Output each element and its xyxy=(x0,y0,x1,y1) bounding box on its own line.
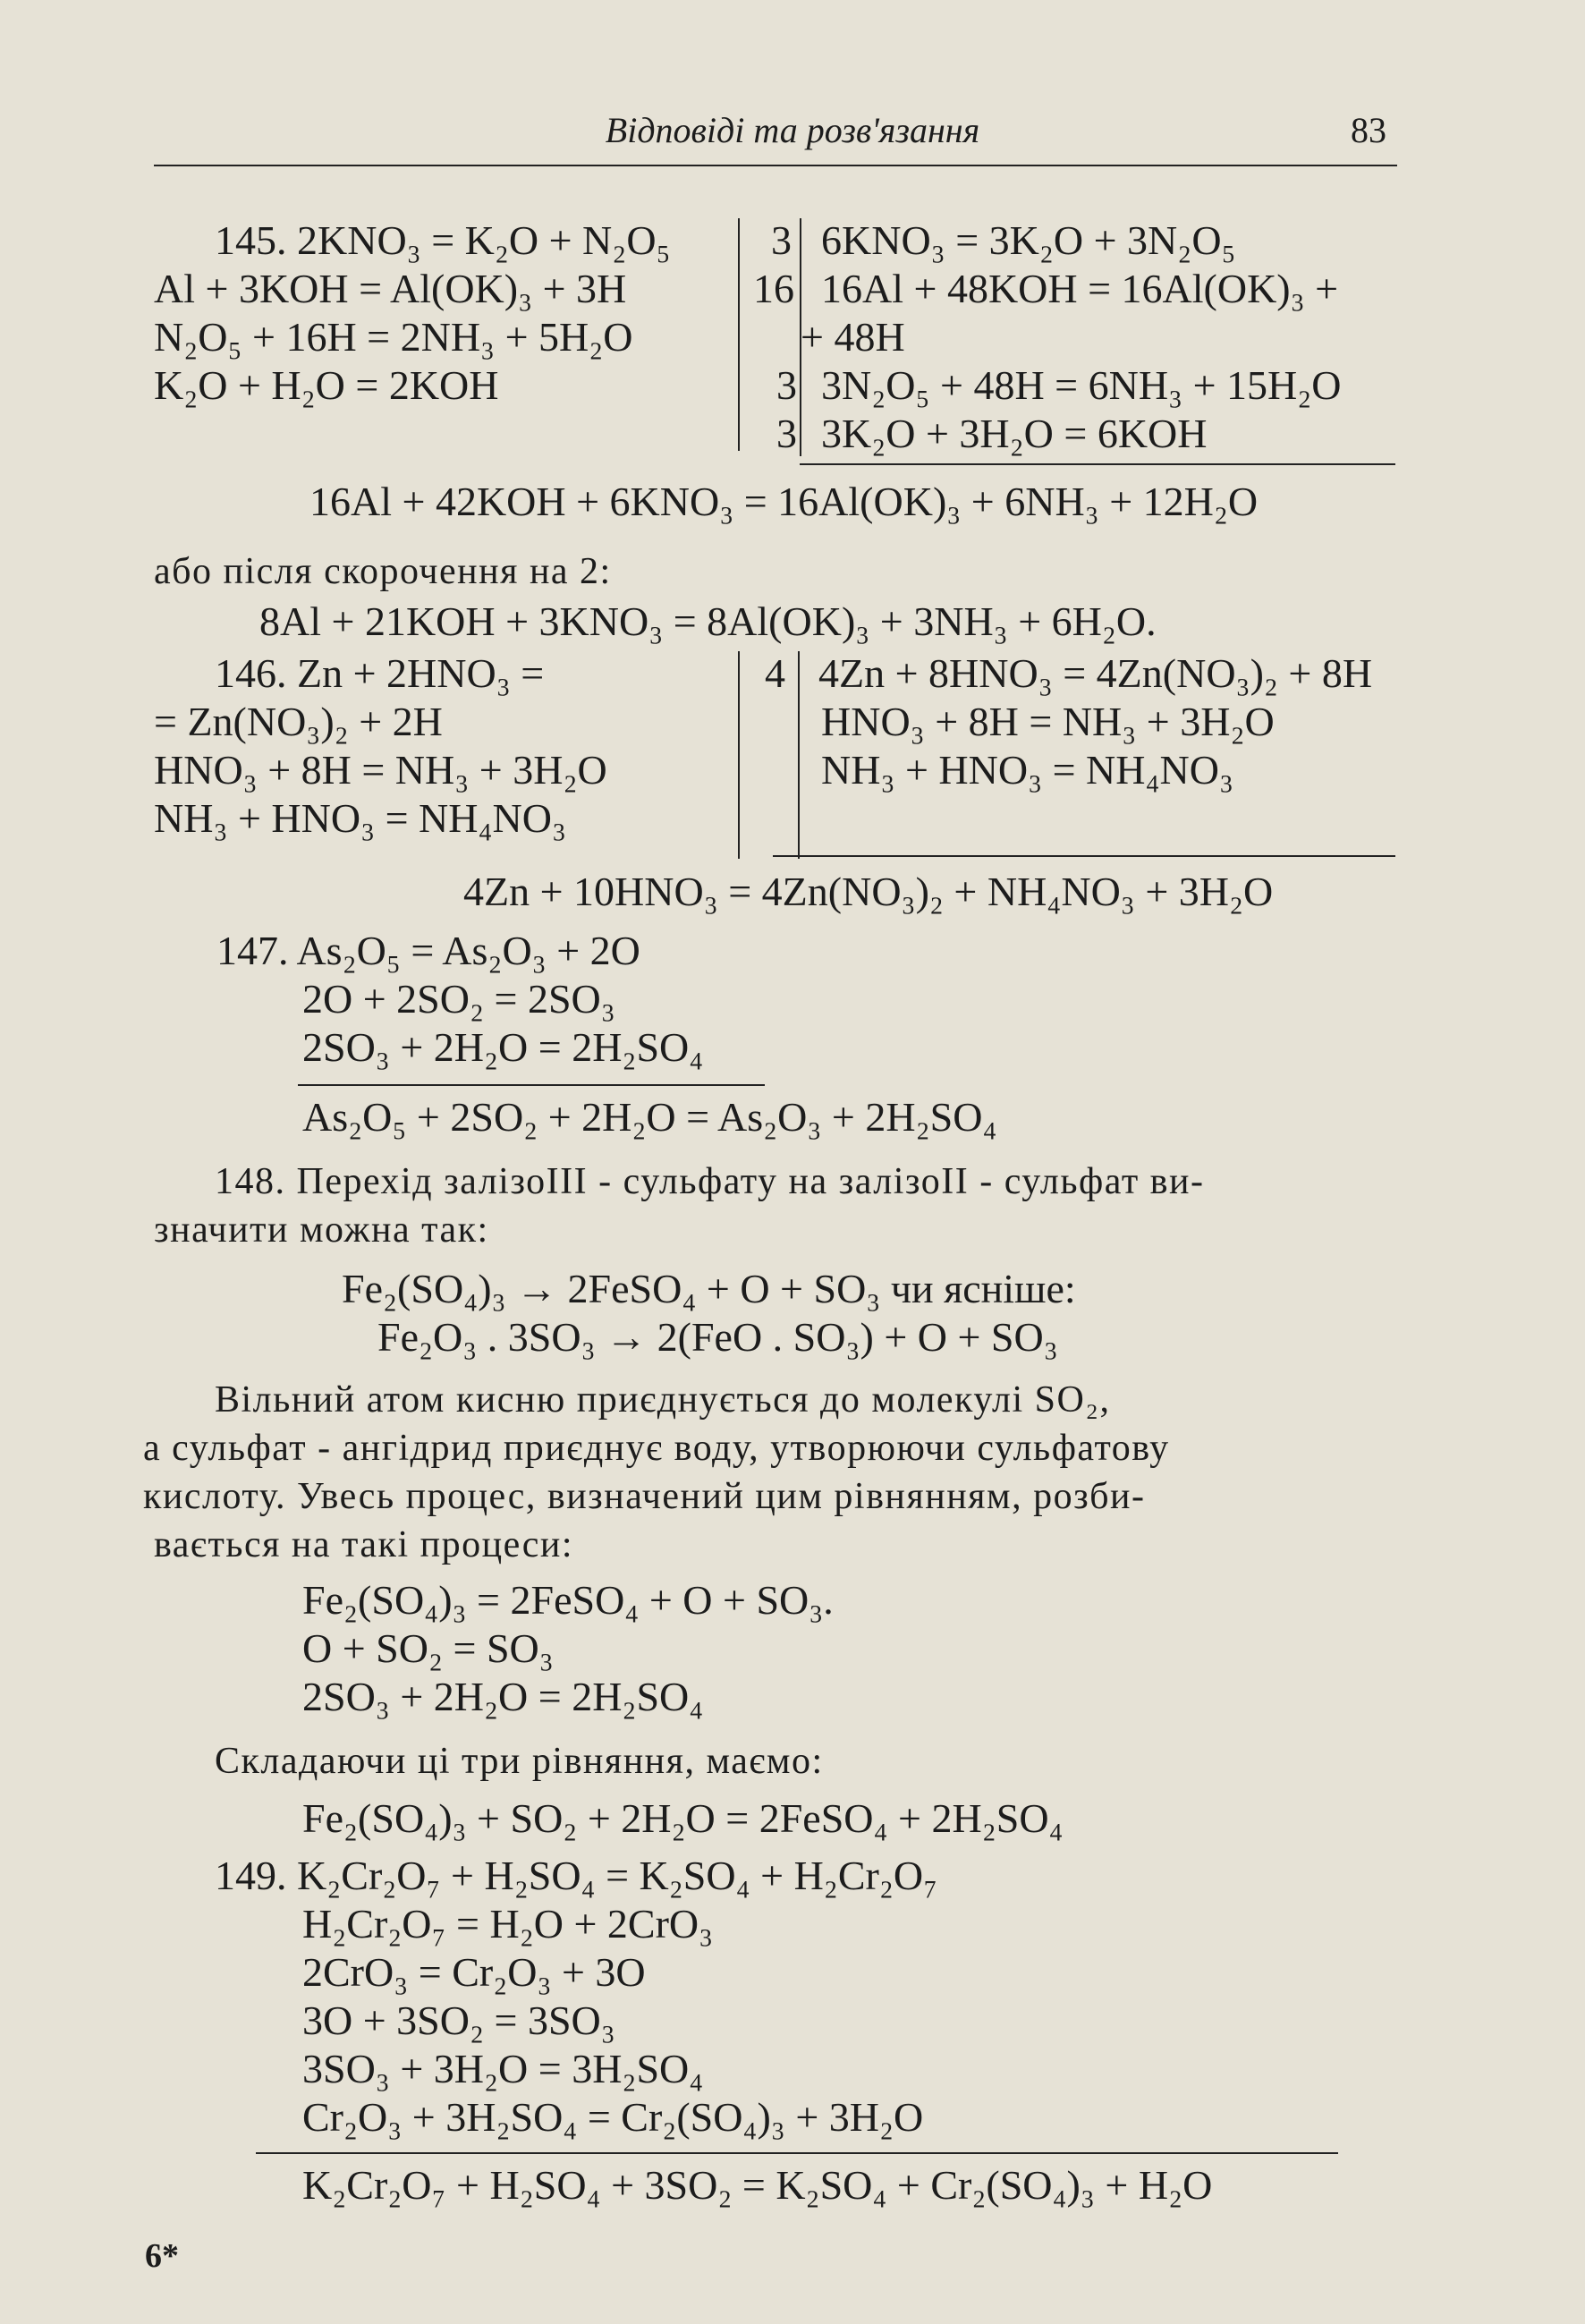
eq-145-right-3: + 48H xyxy=(801,314,905,360)
para-148-4: вається на такі процеси: xyxy=(154,1524,574,1565)
eq-149-4: 3O + 3SO₂ = 3SO₃ xyxy=(302,1997,615,2043)
eq-145-left-2: Al + 3KOH = Al(OK)₃ + 3H xyxy=(154,266,627,311)
eq-145-left-3: N₂O₅ + 16H = 2NH₃ + 5H₂O xyxy=(154,314,633,360)
sum-rule-149 xyxy=(256,2152,1338,2154)
eq-147-3: 2SO₃ + 2H₂O = 2H₂SO₄ xyxy=(302,1024,704,1070)
eq-149-1: 149. K₂Cr₂O₇ + H₂SO₄ = K₂SO₄ + H₂Cr₂O₇ xyxy=(215,1853,938,1898)
eq-149-5: 3SO₃ + 3H₂O = 3H₂SO₄ xyxy=(302,2046,704,2091)
column-divider-146 xyxy=(738,651,740,859)
eq-146-left-3: HNO₃ + 8H = NH₃ + 3H₂O xyxy=(154,747,607,793)
para-148-1: Вільний атом кисню приєднується до молекулі SO₂, xyxy=(215,1379,1111,1421)
mult-145-4: 3 xyxy=(776,411,797,456)
eq-146-right-2: HNO₃ + 8H = NH₃ + 3H₂O xyxy=(821,699,1275,744)
eq-149-3: 2CrO₃ = Cr₂O₃ + 3O xyxy=(302,1949,646,1995)
eq-145-reduced: 8Al + 21KOH + 3KNO₃ = 8Al(OK)₃ + 3NH₃ + 6H₂O. xyxy=(259,598,1157,644)
eq-149-6: Cr₂O₃ + 3H₂SO₄ = Cr₂(SO₄)₃ + 3H₂O xyxy=(302,2094,924,2140)
eq-146-left-4: NH₃ + HNO₃ = NH₄NO₃ xyxy=(154,795,567,841)
eq-147-2: 2O + 2SO₂ = 2SO₃ xyxy=(302,976,615,1022)
eq-146-left-2: = Zn(NO₃)₂ + 2H xyxy=(154,699,443,744)
step-148-3: 2SO₃ + 2H₂O = 2H₂SO₄ xyxy=(302,1674,704,1719)
eq-148-sum: Fe₂(SO₄)₃ + SO₂ + 2H₂O = 2FeSO₄ + 2H₂SO₄ xyxy=(302,1795,1064,1841)
eq-147-1: 147. As₂O₅ = As₂O₃ + 2O xyxy=(216,928,640,973)
mult-145-2: 16 xyxy=(753,266,794,311)
sum-rule-147 xyxy=(298,1084,765,1086)
eq-146-total: 4Zn + 10HNO₃ = 4Zn(NO₃)₂ + NH₄NO₃ + 3H₂O xyxy=(463,869,1274,914)
eq-148-1: Fe₂(SO₄)₃ → 2FeSO₄ + O + SO₃ чи ясніше: xyxy=(342,1266,1076,1311)
multiplier-divider-146 xyxy=(798,651,800,859)
eq-146-right-1: 4Zn + 8HNO₃ = 4Zn(NO₃)₂ + 8H xyxy=(818,650,1373,696)
eq-145-left-1: 145. 2KNO₃ = K₂O + N₂O₅ xyxy=(215,217,671,263)
mult-146: 4 xyxy=(765,650,785,696)
text-148-sum: Складаючи ці три рівняння, маємо: xyxy=(215,1741,824,1782)
sum-rule-145 xyxy=(800,463,1395,465)
mult-145-3: 3 xyxy=(776,362,797,408)
step-148-2: O + SO₂ = SO₃ xyxy=(302,1625,554,1671)
eq-145-right-5: 3K₂O + 3H₂O = 6KOH xyxy=(821,411,1208,456)
eq-145-total: 16Al + 42KOH + 6KNO₃ = 16Al(OK)₃ + 6NH₃ + 12H₂O xyxy=(309,479,1259,524)
eq-146-left-1: 146. Zn + 2HNO₃ = xyxy=(215,650,545,696)
eq-145-right-4: 3N₂O₅ + 48H = 6NH₃ + 15H₂O xyxy=(821,362,1342,408)
note-145: або після скорочення на 2: xyxy=(154,551,612,592)
eq-148-2: Fe₂O₃ . 3SO₃ → 2(FeO . SO₃) + O + SO₃ xyxy=(377,1314,1058,1360)
eq-145-right-2: 16Al + 48KOH = 16Al(OK)₃ + xyxy=(821,266,1339,311)
text-148-intro-2: значити можна так: xyxy=(154,1209,489,1251)
eq-145-right-1: 6KNO₃ = 3K₂O + 3N₂O₅ xyxy=(821,217,1236,263)
mult-145-1: 3 xyxy=(771,217,792,263)
signature-mark: 6* xyxy=(145,2237,179,2275)
para-148-2: а сульфат - ангідрид приєднує воду, утворюючи сульфатову xyxy=(143,1428,1170,1469)
header-rule xyxy=(154,165,1397,166)
para-148-3: кислоту. Увесь процес, визначений цим рівнянням, розби- xyxy=(143,1476,1146,1517)
eq-146-right-3: NH₃ + HNO₃ = NH₄NO₃ xyxy=(821,747,1234,793)
eq-149-total: K₂Cr₂O₇ + H₂SO₄ + 3SO₂ = K₂SO₄ + Cr₂(SO₄)₃ + H₂O xyxy=(302,2162,1213,2208)
eq-149-2: H₂Cr₂O₇ = H₂O + 2CrO₃ xyxy=(302,1901,714,1947)
eq-147-total: As₂O₅ + 2SO₂ + 2H₂O = As₂O₃ + 2H₂SO₄ xyxy=(302,1094,997,1140)
page-number: 83 xyxy=(1351,110,1386,150)
running-header-title: Відповіді та розв'язання xyxy=(605,110,980,150)
step-148-1: Fe₂(SO₄)₃ = 2FeSO₄ + O + SO₃. xyxy=(302,1577,834,1623)
column-divider xyxy=(738,218,740,451)
sum-rule-146 xyxy=(773,855,1395,857)
eq-145-left-4: K₂O + H₂O = 2KOH xyxy=(154,362,499,408)
text-148-intro-1: 148. Перехід залізоIII - сульфату на залізоII - сульфат ви- xyxy=(215,1161,1205,1202)
